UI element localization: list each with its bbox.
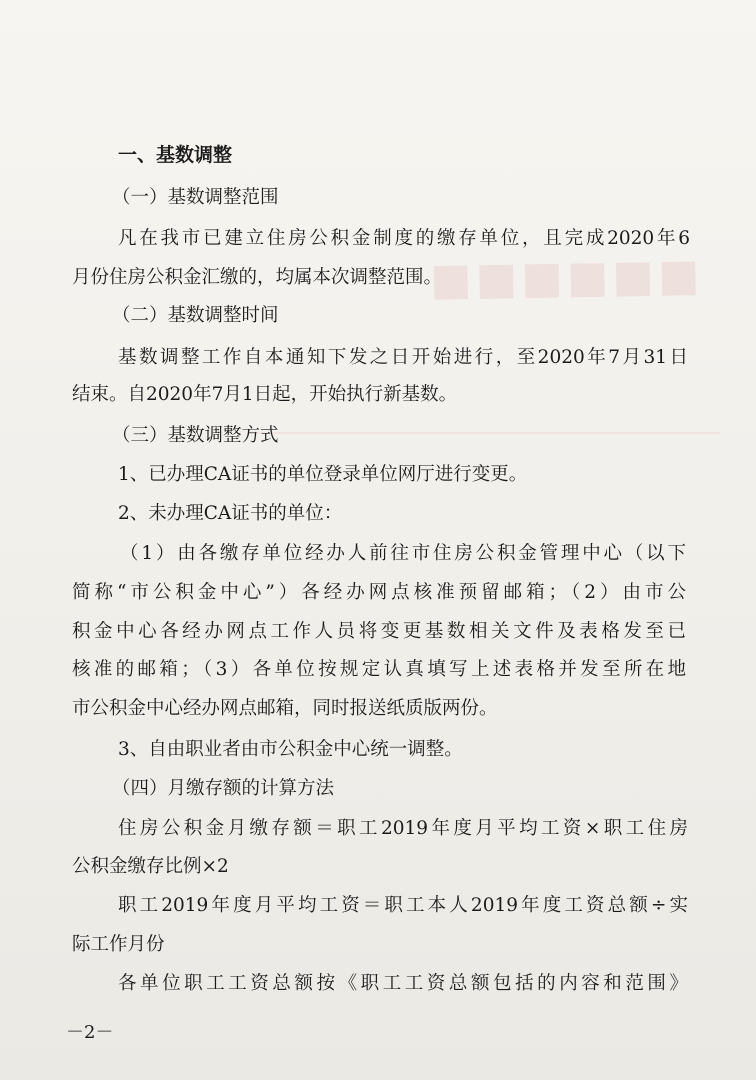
- paragraph-line: （1）由各缴存单位经办人前往市住房公积金管理中心（以下: [120, 543, 686, 564]
- paragraph-line: 各单位职工工资总额按《职工工资总额包括的内容和范围》: [118, 973, 688, 994]
- bleed-through-line: [250, 432, 720, 434]
- section-heading: 一、基数调整: [118, 144, 233, 166]
- subsection-title-3: （三）基数调整方式: [112, 425, 279, 446]
- formula-line: 住房公积金月缴存额＝职工2019年度月平均工资×职工住房: [118, 818, 688, 839]
- subsection-title-4: （四）月缴存额的计算方法: [112, 778, 335, 799]
- subsection-title-1: （一）基数调整范围: [112, 187, 279, 208]
- bleed-through: ■■■■■■: [429, 249, 704, 306]
- formula-line: 职工2019年度月平均工资＝职工本人2019年度工资总额÷实: [118, 895, 688, 916]
- formula-line: 公积金缴存比例×2: [72, 856, 229, 877]
- paragraph-line: 月份住房公积金汇缴的，均属本次调整范围。: [72, 267, 443, 288]
- paragraph-line: 核准的邮箱；（3）各单位按规定认真填写上述表格并发至所在地: [72, 659, 686, 680]
- list-item-3: 3、自由职业者由市公积金中心统一调整。: [118, 739, 463, 760]
- paragraph-line: 凡在我市已建立住房公积金制度的缴存单位，且完成2020年6: [118, 228, 690, 249]
- page-number: －2－: [66, 1022, 114, 1043]
- subsection-title-2: （二）基数调整时间: [112, 305, 279, 326]
- list-item-2: 2、未办理CA证书的单位：: [118, 503, 343, 524]
- list-item-1: 1、已办理CA证书的单位登录单位网厅进行变更。: [118, 464, 528, 485]
- paragraph-line: 结束。自2020年7月1日起，开始执行新基数。: [72, 384, 458, 405]
- paragraph-line: 基数调整工作自本通知下发之日开始进行，至2020年7月31日: [118, 347, 688, 368]
- formula-line: 际工作月份: [72, 934, 165, 955]
- paragraph-line: 简称“市公积金中心”）各经办网点核准预留邮箱；（2）由市公: [72, 582, 686, 603]
- paragraph-line: 积金中心各经办网点工作人员将变更基数相关文件及表格发至已: [72, 621, 686, 642]
- paragraph-line: 市公积金中心经办网点邮箱，同时报送纸质版两份。: [72, 698, 498, 719]
